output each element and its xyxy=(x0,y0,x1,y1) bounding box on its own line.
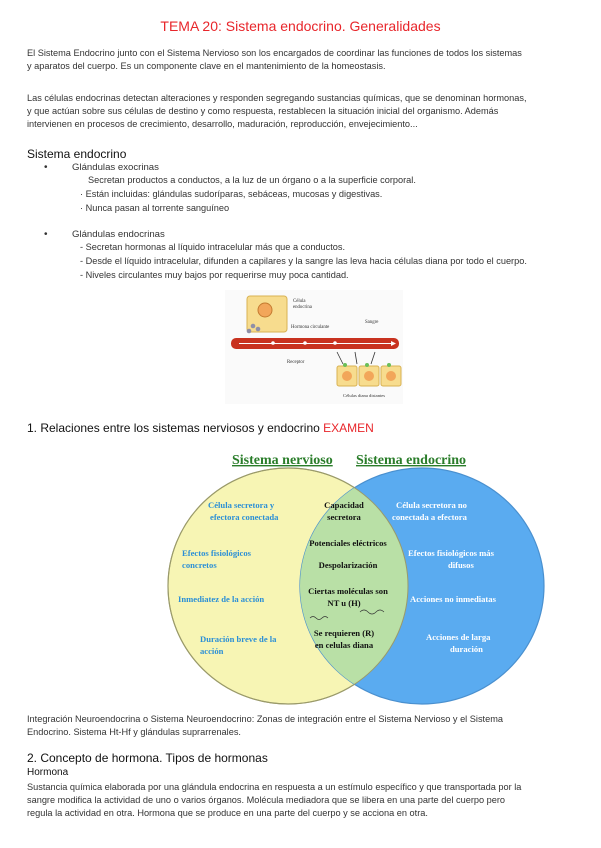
hormone-dot-icon xyxy=(256,327,261,332)
section-heading-hormonas: 2. Concepto de hormona. Tipos de hormonas xyxy=(27,751,268,765)
venn-diagram-svg xyxy=(164,446,548,708)
integracion-paragraph xyxy=(27,713,575,739)
center-item: NT u (H) xyxy=(327,598,361,608)
hormona-paragraph xyxy=(27,781,575,820)
label-sangre: Sangre xyxy=(365,320,379,325)
endocrine-diagram xyxy=(225,290,403,404)
exocrinas-line: · Nunca pasan al torrente sanguíneo xyxy=(80,203,230,213)
exocrinas-line: · Están incluidas: glándulas sudoríparas, sebáceas, mucosas y digestivas. xyxy=(80,189,383,199)
left-item: Efectos fisiológicos xyxy=(182,548,251,558)
label-hormona: Hormona circulante xyxy=(291,325,330,330)
center-item: Se requieren (R) xyxy=(313,628,375,638)
intro-line: intervienen en procesos de crecimiento, desarrollo, maduración, reproducción, envejecimiento... xyxy=(27,119,418,129)
hormone-dot-icon xyxy=(251,324,256,329)
hormone-dot-icon xyxy=(271,341,275,345)
receptor-icon xyxy=(365,363,369,367)
right-item: difusos xyxy=(448,560,474,570)
hormone-dot-icon xyxy=(303,341,307,345)
right-item: Acciones de larga xyxy=(426,632,491,642)
arrow-icon xyxy=(337,352,343,364)
center-item: Capacidad xyxy=(324,500,364,510)
center-item: Despolarización xyxy=(318,560,378,570)
bullet-dot: • xyxy=(44,162,48,173)
endocrino-title: Sistema endocrino xyxy=(356,453,467,468)
endocrinas-line: - Niveles circulantes muy bajos por requerirse muy poca cantidad. xyxy=(80,270,349,280)
subheading-hormona: Hormona xyxy=(27,767,69,778)
label-receptor: Receptor xyxy=(287,360,305,365)
arrow-icon xyxy=(371,352,375,364)
nucleus-icon xyxy=(258,303,272,317)
left-item: concretos xyxy=(182,560,217,570)
right-item: conectada a efectora xyxy=(392,512,467,522)
left-item: Inmediatez de la acción xyxy=(178,594,265,604)
exam-tag: EXAMEN xyxy=(323,421,374,435)
nucleus-icon xyxy=(342,371,352,381)
center-item: Potenciales eléctricos xyxy=(309,538,387,548)
receptor-icon xyxy=(343,363,347,367)
exocrinas-title: Glándulas exocrinas xyxy=(72,162,159,173)
endocrinas-line: - Secretan hormonas al líquido intracelular más que a conductos. xyxy=(80,242,346,252)
intro-line: y aparatos del cuerpo. Es un componente clave en el mantenimiento de la homeostasis. xyxy=(27,61,386,71)
hormone-dot-icon xyxy=(333,341,337,345)
center-item: Ciertas moléculas son xyxy=(308,586,388,596)
right-item: Acciones no inmediatas xyxy=(410,594,496,604)
hormona-line: sangre modifica la actividad de uno o varios órganos. Molécula mediadora que se libera en una parte del cuerpo pero xyxy=(27,795,506,805)
hormona-line: regula la actividad en otra. Hormona que se produce en una parte del cuerpo y se acciona en otra. xyxy=(27,808,428,818)
label-diana: Células diana distantes xyxy=(343,393,386,398)
endocrinas-title: Glándulas endocrinas xyxy=(72,229,165,240)
left-item: Célula secretora y xyxy=(208,500,275,510)
receptor-icon xyxy=(387,363,391,367)
arrow-icon xyxy=(355,352,357,364)
left-item: Duración breve de la xyxy=(200,634,277,644)
venn-diagram xyxy=(164,446,548,708)
intro-line: y que actúan sobre sus células de destino y como respuesta, restablecen la situación inicial del organismo. Además xyxy=(27,106,499,116)
label-endocrina: endocrina xyxy=(293,305,312,310)
nucleus-icon xyxy=(364,371,374,381)
nucleus-icon xyxy=(386,371,396,381)
intro-paragraph-2 xyxy=(27,92,575,131)
right-item: Efectos fisiológicos más xyxy=(408,548,494,558)
center-item: secretora xyxy=(327,512,361,522)
exocrinas-line: Secretan productos a conductos, a la luz de un órgano o a la superficie corporal. xyxy=(88,175,416,185)
hormona-line: Sustancia química elaborada por una glándula endocrina en respuesta a un estímulo específico y que transportada por la xyxy=(27,782,522,792)
nervioso-title: Sistema nervioso xyxy=(232,453,333,468)
center-item: en celulas diana xyxy=(314,640,374,650)
section-heading-label: 1. Relaciones entre los sistemas nerviosos y endocrino xyxy=(27,421,320,435)
intro-line: El Sistema Endocrino junto con el Sistema Nervioso son los encargados de coordinar las funciones de todos los sistemas xyxy=(27,48,522,58)
integracion-line: Endocrino. Sistema Ht-Hf y glándulas suprarrenales. xyxy=(27,727,241,737)
label-celula: Célula xyxy=(293,299,306,304)
left-item: acción xyxy=(200,646,224,656)
hormone-dot-icon xyxy=(247,329,252,334)
section-heading-relaciones xyxy=(27,421,374,435)
section-heading-endocrino: Sistema endocrino xyxy=(27,147,127,161)
page-title: TEMA 20: Sistema endocrino. Generalidades xyxy=(160,18,441,34)
intro-line: Las células endocrinas detectan alteraciones y responden segregando sustancias químicas, que se denominan hormonas, xyxy=(27,93,527,103)
right-item: duración xyxy=(450,644,483,654)
integracion-line: Integración Neuroendocrina o Sistema Neuroendocrino: Zonas de integración entre el Sistema Nervioso y el Sistema xyxy=(27,714,503,724)
right-item: Célula secretora no xyxy=(396,500,467,510)
left-item: efectora conectada xyxy=(210,512,279,522)
bullet-dot: • xyxy=(44,229,48,240)
endocrine-diagram-svg xyxy=(225,290,403,404)
endocrinas-line: - Desde el líquido intracelular, difunden a capilares y la sangre las leva hacia células diana por todo el cuerpo. xyxy=(80,256,527,266)
intro-paragraph-1 xyxy=(27,47,575,73)
